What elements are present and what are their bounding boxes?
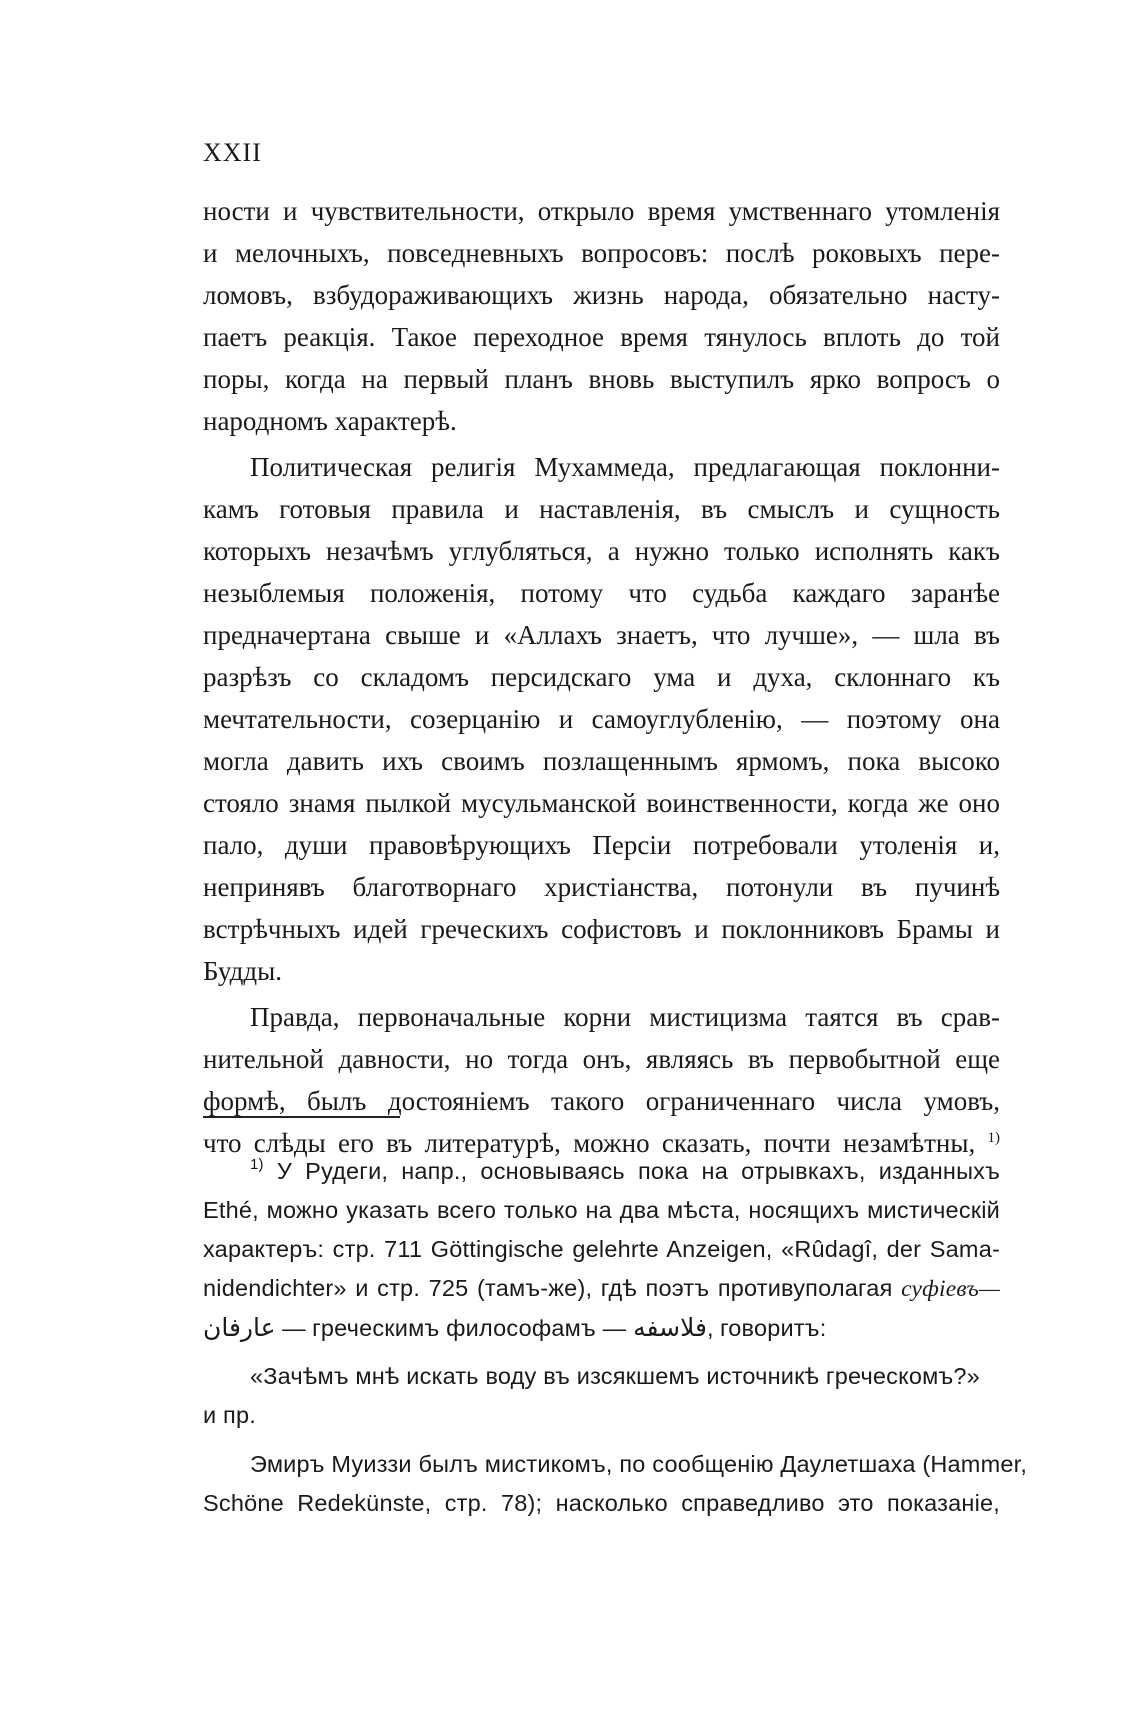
footnote-text: nidendichter» и стр. 725 (тамъ-же), гдѣ поэтъ противуполагая (203, 1275, 893, 1301)
footnote-line: характеръ: стр. 711 Göttingische gelehrte Anzeigen, «Rûdagî, der Sama- (203, 1236, 1000, 1262)
text-line: Будды. (203, 956, 282, 986)
text-line-content: что слѣды его въ литературѣ, можно сказать, почти незамѣтны, (203, 1128, 976, 1158)
text-line: Правда, первоначальные корни мистицизма таятся въ срав- (250, 1002, 1000, 1032)
arabic-word: فلاسفه (633, 1313, 707, 1342)
footnote-marker: 1) (250, 1156, 264, 1173)
text-line: мечтательности, созерцанію и самоуглубленію, — поэтому она (203, 704, 1000, 734)
text-line: предначертана свыше и «Аллахъ знаетъ, что лучше», — шла въ (203, 620, 1000, 650)
footnote-quote: «Зачѣмъ мнѣ искать воду въ изсякшемъ источникѣ греческомъ?» (250, 1363, 980, 1389)
italic-term: суфіевъ— (901, 1276, 1000, 1302)
page-number: XXII (203, 138, 262, 167)
text-line: паетъ реакція. Такое переходное время тянулось вплоть до той (203, 322, 1000, 352)
footnote-line: Ethé, можно указать всего только на два мѣста, носящихъ мистическій (203, 1197, 1000, 1223)
text-line: пало, души правовѣрующихъ Персіи потребовали утоленія и, (203, 830, 1000, 860)
footnote-divider (203, 1116, 400, 1118)
footnote-text: — греческимъ философамъ — (282, 1315, 627, 1341)
footnote-text: , говоритъ: (706, 1315, 827, 1341)
footnote-line: Schöne Redekünste, стр. 78); насколько справедливо это показаніе, (203, 1490, 1000, 1516)
text-line: формѣ, былъ достояніемъ такого ограниченнаго числа умовъ, (203, 1086, 1000, 1116)
footnote-line: и пр. (203, 1402, 256, 1428)
text-line: непринявъ благотворнаго христіанства, потонули въ пучинѣ (203, 872, 1000, 902)
text-line: поры, когда на первый планъ вновь выступилъ ярко вопросъ о (203, 364, 1000, 394)
footnote-line (203, 1269, 1000, 1308)
footnote-reference[interactable]: 1) (987, 1130, 1001, 1146)
footnote-line (203, 1308, 1000, 1347)
footnotes-section (203, 1152, 1028, 1523)
text-line: ломовъ, взбудораживающихъ жизнь народа, обязательно насту- (203, 280, 1000, 310)
text-line: могла давить ихъ своимъ позлащеннымъ ярмомъ, пока высоко (203, 746, 1000, 776)
text-line: стояло знамя пылкой мусульманской воинственности, когда же оно (203, 788, 1000, 818)
footnote-line: Эмиръ Муиззи былъ мистикомъ, по сообщенію Даулетшаха (Hammer, (250, 1451, 1028, 1477)
footnote-line (220, 1152, 1000, 1191)
main-text-body (203, 190, 1000, 1164)
text-line: разрѣзъ со складомъ персидскаго ума и духа, склоннаго къ (203, 662, 1000, 692)
text-line: и мелочныхъ, повседневныхъ вопросовъ: послѣ роковыхъ пере- (203, 238, 1000, 268)
text-line: встрѣчныхъ идей греческихъ софистовъ и поклонниковъ Брамы и (203, 914, 1000, 944)
footnote-text: У Рудеги, напр., основываясь пока на отрывкахъ, изданныхъ (276, 1158, 1001, 1184)
text-line: нительной давности, но тогда онъ, являясь въ первобытной еще (203, 1044, 1000, 1074)
text-line: незыблемыя положенія, потому что судьба каждаго заранѣе (203, 578, 1000, 608)
text-line: камъ готовыя правила и наставленія, въ смыслъ и сущность (203, 494, 1000, 524)
text-line: ности и чувствительности, открыло время умственнаго утомленія (203, 196, 1000, 226)
arabic-word: عارفان (203, 1313, 276, 1342)
text-line: которыхъ незачѣмъ углубляться, а нужно только исполнять какъ (203, 536, 1000, 566)
text-line: Политическая религія Мухаммеда, предлагающая поклонни- (250, 452, 1000, 482)
text-line: народномъ характерѣ. (203, 406, 457, 436)
